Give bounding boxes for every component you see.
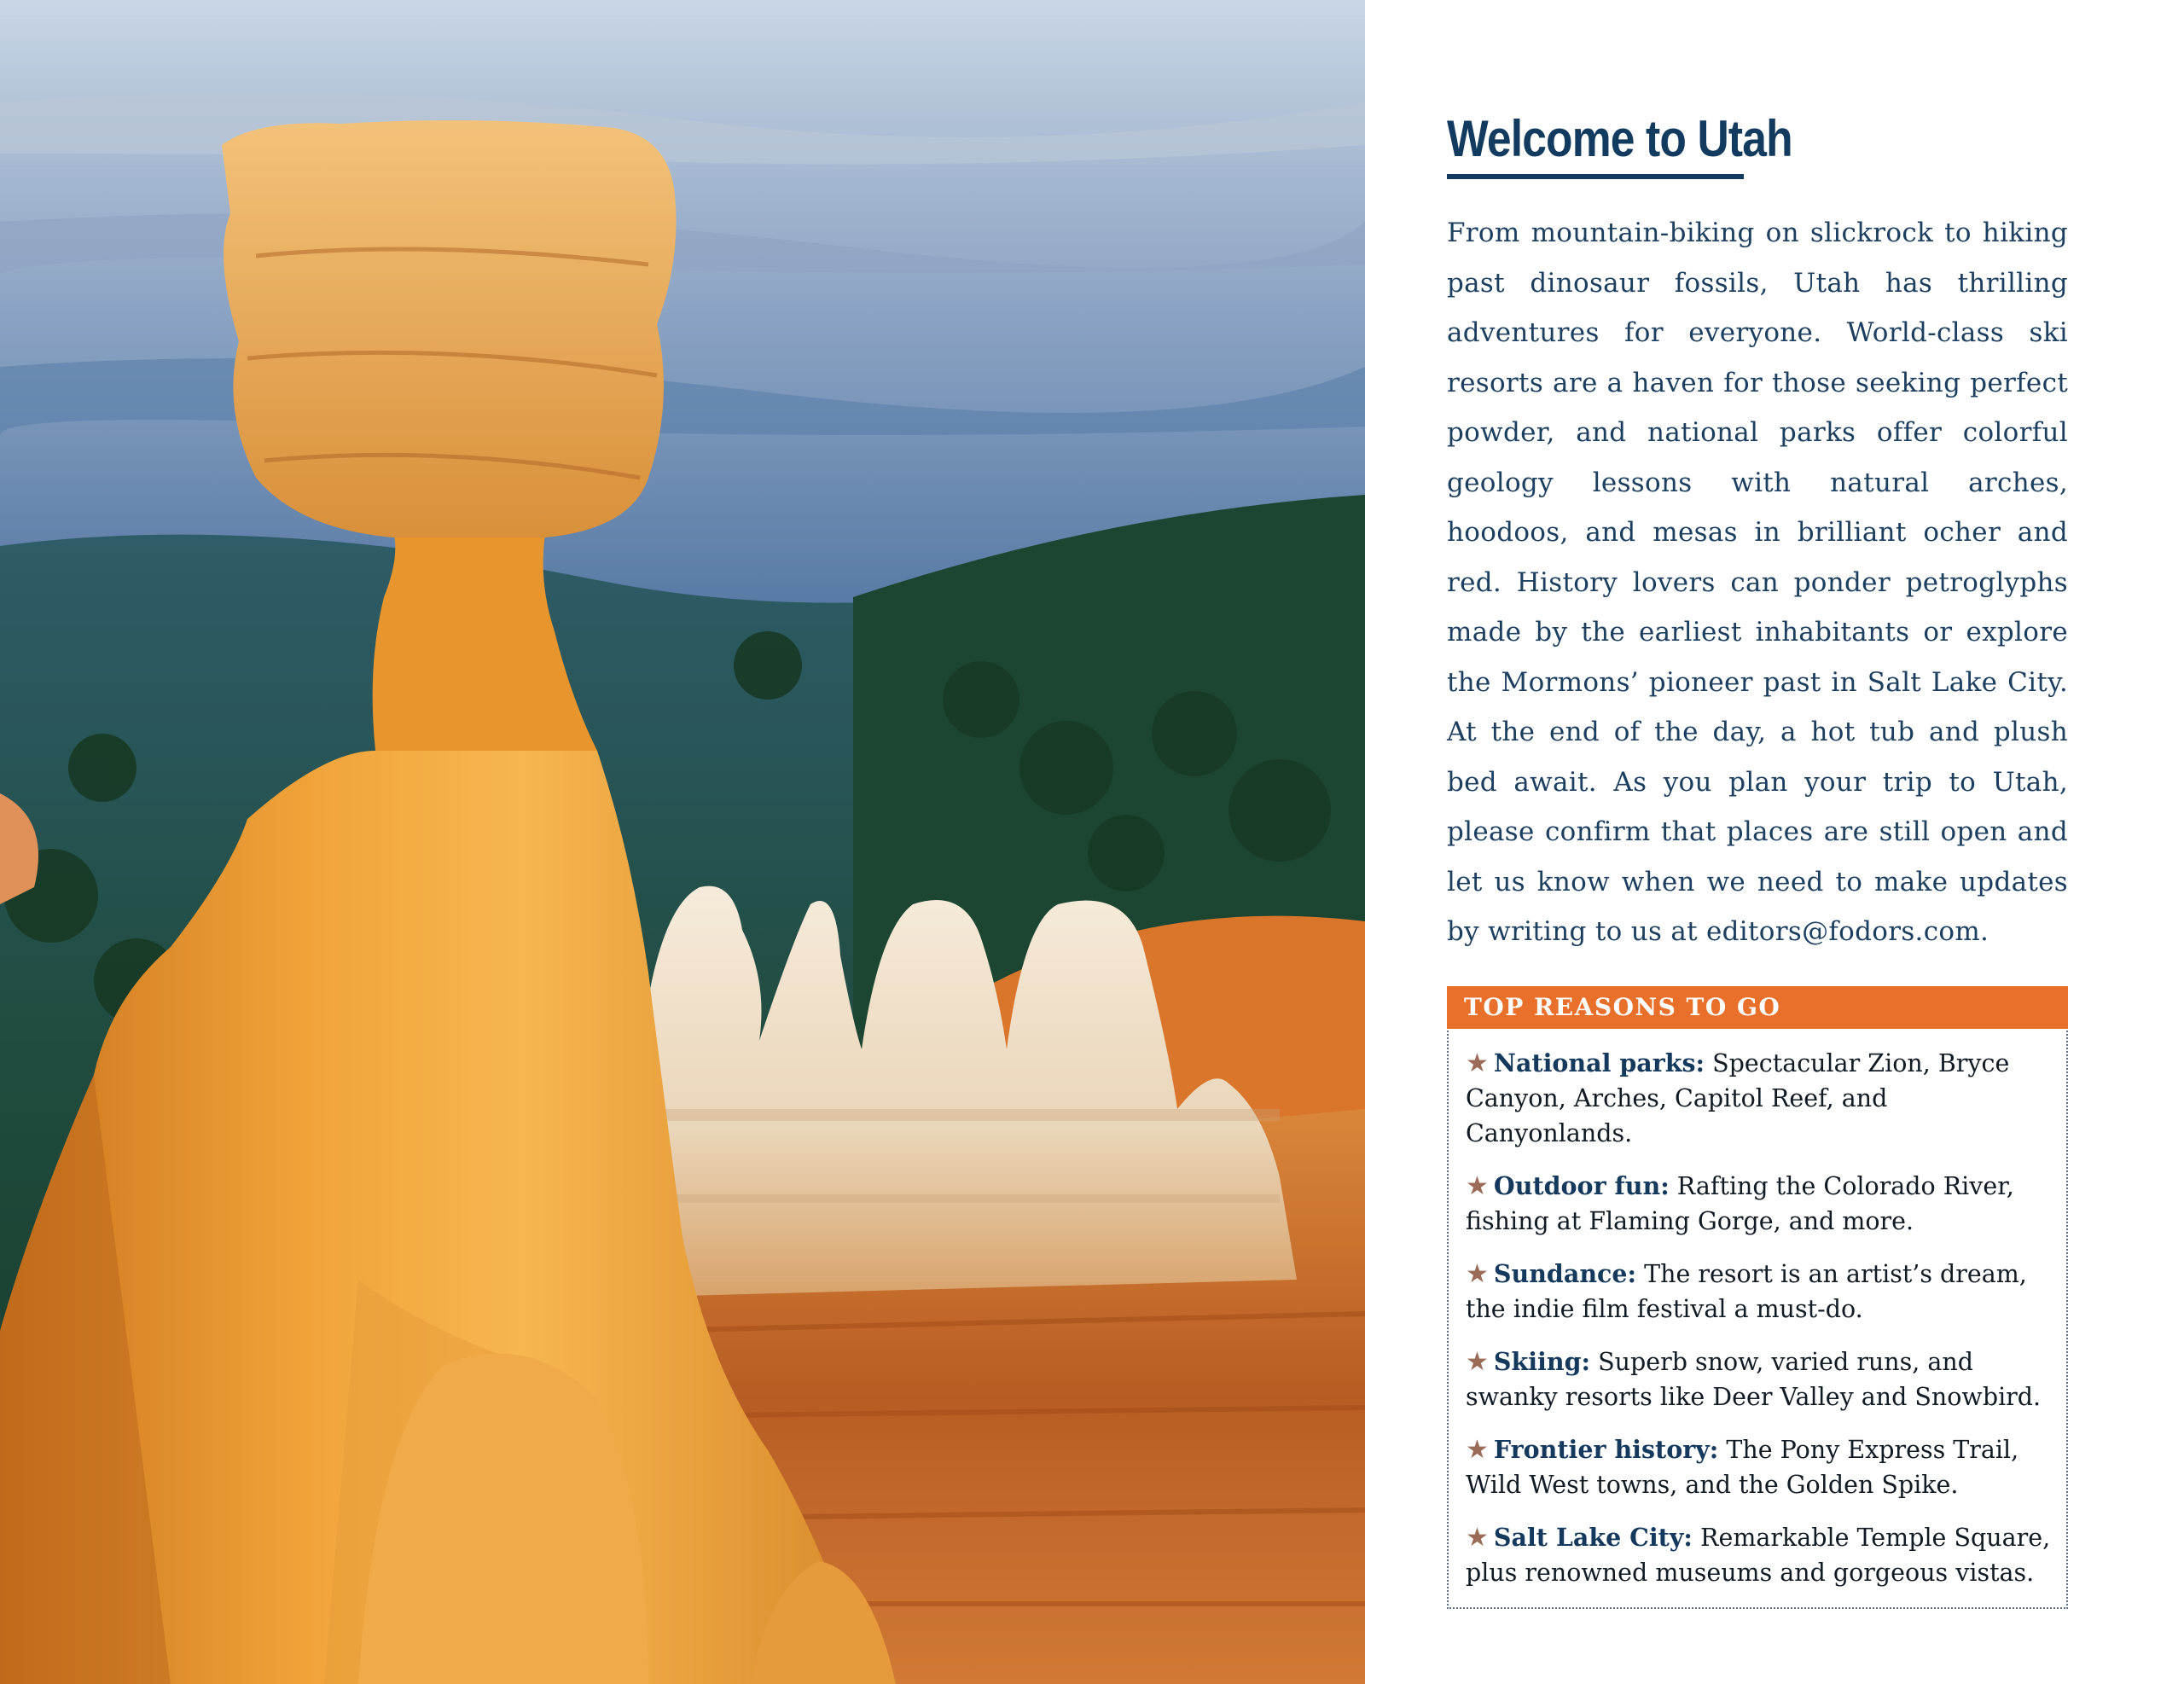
star-icon: ★ xyxy=(1466,1523,1489,1553)
reason-label: Frontier history: xyxy=(1493,1435,1719,1464)
star-icon: ★ xyxy=(1466,1171,1489,1201)
title-underline xyxy=(1447,174,1744,179)
star-icon: ★ xyxy=(1466,1347,1489,1377)
reason-text: The resort is an artist’s dream, the indie film festival a must-do. xyxy=(1466,1260,2027,1323)
star-icon: ★ xyxy=(1466,1435,1489,1465)
reason-item xyxy=(1466,1046,2051,1151)
top-reasons-box xyxy=(1447,986,2068,1609)
reason-item xyxy=(1466,1520,2051,1590)
reason-label: Salt Lake City: xyxy=(1493,1523,1693,1552)
star-icon: ★ xyxy=(1466,1048,1489,1078)
reason-label: Outdoor fun: xyxy=(1493,1171,1670,1200)
page-title: Welcome to Utah xyxy=(1447,110,1792,167)
reason-text: Rafting the Colorado River, fishing at Flaming Gorge, and more. xyxy=(1466,1172,2014,1235)
reason-text: Superb snow, varied runs, and swanky resorts like Deer Valley and Snowbird. xyxy=(1466,1348,2042,1411)
text-column xyxy=(1365,0,2184,1684)
reason-label: Skiing: xyxy=(1493,1347,1591,1376)
reason-text: Remarkable Temple Square, plus renowned museums and gorgeous vistas. xyxy=(1466,1524,2051,1587)
top-reasons-list xyxy=(1449,1029,2066,1590)
intro-paragraph: From mountain-biking on slickrock to hiking past dinosaur fossils, Utah has thrilling adventures for everyone. World-class ski resorts are a haven for those seeking perfect powder, and national parks offer colorful geology lessons with natural arches, hoodoos, and mesas in brilliant ocher and red. History lovers can ponder petroglyphs made by the earliest inhabitants or explore the Mormons’ pioneer past in Salt Lake City. At the end of the day, a hot tub and plush bed await. As you plan your trip to Utah, please confirm that places are still open and let us know when we need to make updates by writing to us at editors@fodors.com. xyxy=(1447,218,2068,947)
star-icon: ★ xyxy=(1466,1259,1489,1289)
reason-text: The Pony Express Trail, Wild West towns, and the Golden Spike. xyxy=(1466,1436,2019,1499)
reason-item xyxy=(1466,1257,2051,1327)
reason-item xyxy=(1466,1432,2051,1502)
reason-item xyxy=(1466,1169,2051,1239)
reason-text: Spectacular Zion, Bryce Canyon, Arches, Capitol Reef, and Canyonlands. xyxy=(1466,1049,2010,1147)
reason-label: Sundance: xyxy=(1493,1259,1637,1288)
reason-label: National parks: xyxy=(1493,1048,1705,1077)
top-reasons-header: TOP REASONS TO GO xyxy=(1447,986,2068,1029)
reason-item xyxy=(1466,1344,2051,1414)
